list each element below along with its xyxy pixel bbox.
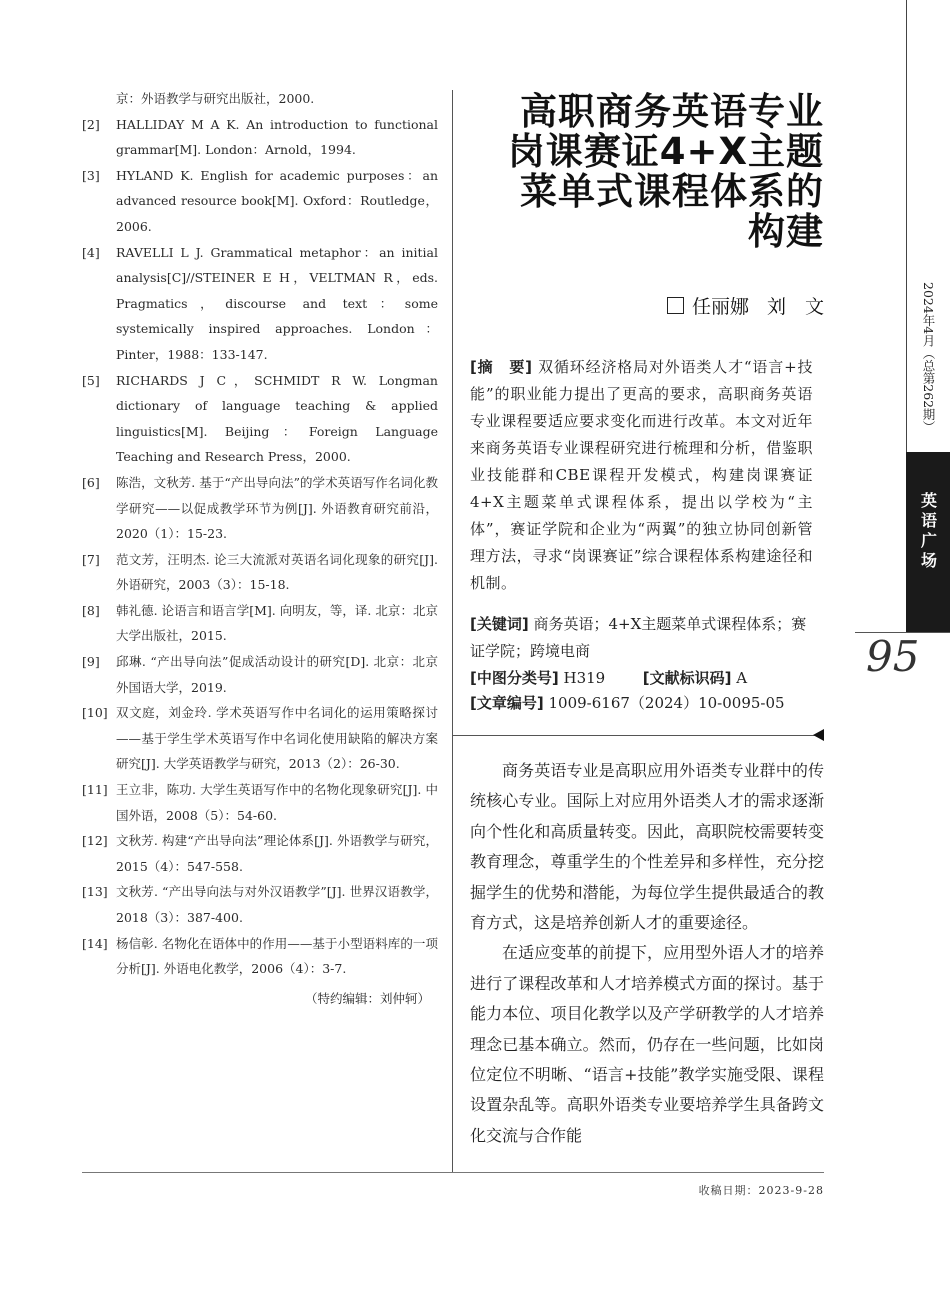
reference-text: 文秋芳. 构建“产出导向法”理论体系[J]. 外语教学与研究，2015（4）：547-558.: [116, 833, 438, 874]
reference-text: 双文庭，刘金玲. 学术英语写作中名词化的运用策略探讨——基于学生学术英语写作中名词化使用缺陷的解决方案研究[J]. 大学英语教学与研究，2013（2）：26-30.: [116, 705, 438, 772]
reference-number: [6]: [82, 474, 100, 490]
reference-list: [82, 86, 438, 1011]
reference-number: [3]: [82, 167, 100, 183]
page-number: 95: [866, 632, 920, 681]
keywords-label: [关键词]: [470, 615, 529, 633]
article-number: [470, 690, 820, 717]
editor-note: （特约编辑：刘仲轲）: [304, 990, 430, 1006]
keywords-text: 商务英语；4+X主题菜单式课程体系；赛证学院；跨境电商: [470, 615, 807, 660]
author-box-icon: [667, 297, 684, 314]
reference-item: [82, 649, 438, 700]
received-date: 收稿日期：2023-9-28: [698, 1184, 824, 1197]
reference-item: [82, 112, 438, 163]
category-label: 英语广场: [918, 492, 938, 572]
section-divider: [453, 735, 815, 736]
reference-item: [82, 240, 438, 368]
abstract-text: 双循环经济格局对外语类人才“语言+技能”的职业能力提出了更高的要求，高职商务英语专业课程要适应要求变化而进行改革。本文对近年来商务英语专业课程研究进行梳理和分析，借鉴职业技能群和CBE课程开发模式，构建岗课赛证4+X主题菜单式课程体系，提出以学校为“主体”，赛证学院和企业为“两翼”的独立协同创新管理方法，寻求“岗课赛证”综合课程体系构建途径和机制。: [470, 358, 813, 592]
article-title: [464, 92, 824, 252]
reference-number: [7]: [82, 551, 100, 567]
doc-code-label: [文献标识码]: [642, 669, 732, 687]
reference-text: HALLIDAY M A K. An introduction to functional grammar[M]. London：Arnold，1994.: [116, 116, 438, 158]
reference-text: 京：外语教学与研究出版社，2000.: [116, 91, 315, 106]
body-paragraph: 在适应变革的前提下，应用型外语人才的培养进行了课程改革和人才培养模式方面的探讨。基于能力本位、项目化教学以及产学研教学的人才培养理念已基本确立。然而，仍存在一些问题，比如岗位定位不明晰、“语言+技能”教学实施受限、课程设置杂乱等。高职外语类专业要培养学生具备跨文化交流与合作能: [470, 943, 824, 1145]
reference-number: [10]: [82, 705, 108, 721]
column-divider: [452, 90, 453, 1172]
title-line: 构建: [748, 210, 824, 253]
reference-item: [82, 163, 438, 240]
reference-text: 陈浩，文秋芳. 基于“产出导向法”的学术英语写作名词化教学研究——以促成教学环节为例[J]. 外语教育研究前沿，2020（1）：15-23.: [116, 474, 438, 542]
issue-date: 2024年4月（总第262期）: [921, 282, 936, 434]
author-name: 刘 文: [766, 296, 824, 318]
reference-text: 范文芳，汪明杰. 论三大流派对英语名词化现象的研究[J]. 外语研究，2003（3）：15-18.: [116, 551, 438, 593]
reference-number: [11]: [82, 782, 108, 798]
article-no-value: 1009-6167（2024）10-0095-05: [548, 694, 785, 712]
abstract-label: [摘 要]: [470, 358, 533, 376]
reference-number: [8]: [82, 602, 100, 618]
classification: [470, 665, 820, 692]
reference-item: [82, 598, 438, 649]
reference-number: [82, 86, 116, 112]
reference-text: HYLAND K. English for academic purposes：an advanced resource book[M]. Oxford：Routledge，2006.: [116, 167, 438, 234]
body-text: [470, 756, 824, 1151]
clc-label: [中图分类号]: [470, 669, 559, 687]
reference-item: [82, 470, 438, 547]
reference-text: 王立非，陈功. 大学生英语写作中的名物化现象研究[J]. 中国外语，2008（5）：54-60.: [116, 782, 438, 823]
reference-text: 文秋芳. “产出导向法与对外汉语教学”[J]. 世界汉语教学，2018（3）：387-400.: [116, 884, 438, 925]
title-line: 菜单式课程体系的: [520, 170, 824, 213]
reference-number: [9]: [82, 654, 100, 670]
clc-value: H319: [563, 669, 606, 687]
keywords: [470, 611, 820, 665]
reference-item: [82, 828, 438, 879]
reference-item: [82, 547, 438, 598]
reference-text: 邱琳. “产出导向法”促成活动设计的研究[D]. 北京：北京外国语大学，2019.: [116, 654, 438, 695]
reference-number: [12]: [82, 833, 108, 849]
reference-number: [13]: [82, 884, 108, 900]
title-line: 高职商务英语专业: [520, 90, 824, 133]
author-name: 任丽娜: [691, 296, 749, 318]
reference-item: [82, 777, 438, 828]
reference-text: 韩礼德. 论语言和语言学[M]. 向明友，等，译. 北京：北京大学出版社，2015.: [116, 602, 438, 644]
reference-item: [82, 86, 438, 112]
reference-number: [14]: [82, 935, 108, 951]
authors: [667, 292, 824, 319]
footer-divider: [82, 1172, 824, 1173]
body-paragraph: 商务英语专业是高职应用外语类专业群中的传统核心专业。国际上对应用外语类人才的需求逐渐向个性化和高质量转变。因此，高职院校需要转变教育理念，尊重学生的个性差异和多样性，充分挖掘学生的优势和潜能，为每位学生提供最适合的教育方式，这是培养创新人才的重要途径。: [470, 761, 824, 933]
reference-number: [4]: [82, 244, 100, 260]
title-line: 岗课赛证4+X主题: [507, 130, 824, 173]
reference-number: [2]: [82, 116, 100, 132]
reference-item: [82, 368, 438, 470]
doc-code-value: A: [736, 669, 748, 687]
reference-text: 杨信彰. 名物化在语体中的作用——基于小型语料库的一项分析[J]. 外语电化教学，2006（4）：3-7.: [116, 935, 438, 977]
reference-item: [82, 879, 438, 930]
reference-number: [5]: [82, 372, 100, 388]
reference-text: RICHARDS J C，SCHMIDT R W. Longman dictionary of language teaching & applied linguistics[M]. Beijing：Foreign Language Teaching and Research Press，2000.: [116, 372, 438, 465]
reference-item: [82, 700, 438, 777]
abstract: [470, 354, 813, 597]
reference-text: RAVELLI L J. Grammatical metaphor：an initial analysis[C]//STEINER E H，VELTMAN R，eds. Pragmatics，discourse and text：some systemically inspired approaches. London：Pinter，1988：133-147.: [116, 244, 438, 362]
article-no-label: [文章编号]: [470, 694, 544, 712]
arrow-left-icon: [813, 729, 824, 741]
reference-item: [82, 931, 438, 982]
